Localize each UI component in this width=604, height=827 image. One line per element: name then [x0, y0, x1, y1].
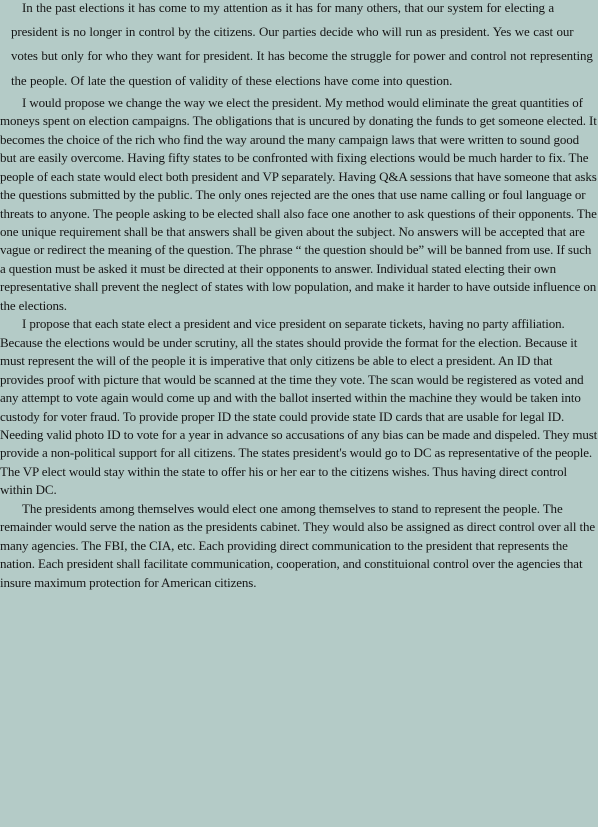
right-edge-strip	[598, 0, 604, 827]
paragraph-state-tickets: I propose that each state elect a president and vice president on separate tickets, having no party affiliation. Because the elections would be under scrutiny, all the states should provide the format for the election. Because it must represent the will of the people it is imperative that only citizens be able to elect a president. An ID that provides proof with picture that would be scanned at the time they vote. The scan would be registered as voted and any attempt to vote again would come up and with the ballot inserted within the machine they would be taken into custody for voter fraud. To provide proper ID the state could provide state ID cards that are usable for legal ID. Needing valid photo ID to vote for a year in advance so accusations of any bias can be made and dispeled. They must provide a non-political support for all citizens. The states president's would go to DC as representative of the people. The VP elect would stay within the state to offer his or her ear to the citizens wishes. Thus having direct control within DC.	[0, 316, 598, 498]
paragraph-method: I would propose we change the way we elect the president. My method would eliminate the great quantities of moneys spent on election campaigns. The obligations that is uncured by donating the funds to get someone elected. It becomes the choice of the rich who find the way around the many campaign laws that were written to sound good but are easily overcome. Having fifty states to be confronted with fixing elections would be much harder to fix. The people of each state would elect both president and VP separately. Having Q&A sessions that have someone that asks the questions submitted by the public. The only ones rejected are the ones that use name calling or foul language or threats to anyone. The people asking to be elected shall also face one another to ask questions of their opponents. The one unique requirement shall be that answers shall be given about the subject. No answers will be accepted that are vague or redirect the meaning of the question. The phrase “ the question should be” will be banned from use. If such a question must be asked it must be directed at their opponents to answer. Individual stated electing their own representative shall prevent the neglect of states with low population, and make it harder to have outside influence on the elections.	[0, 94, 597, 313]
paragraph-intro: In the past elections it has come to my attention as it has for many others, that our system for electing a president is no longer in control by the citizens. Our parties decide who will run as president. Yes we cast our votes but only for who they want for president. It has become the struggle for power and control not representing the people. Of late the question of validity of these elections have come into question.	[11, 0, 593, 88]
paragraph-cabinet: The presidents among themselves would elect one among themselves to stand to represent the people. The remainder would serve the nation as the presidents cabinet. They would also be assigned as direct control over all the many agencies. The FBI, the CIA, etc. Each providing direct communication to the president that represents the nation. Each president shall facilitate communication, cooperation, and constituional control over the agencies that insure maximum protection for American citizens.	[0, 500, 595, 590]
